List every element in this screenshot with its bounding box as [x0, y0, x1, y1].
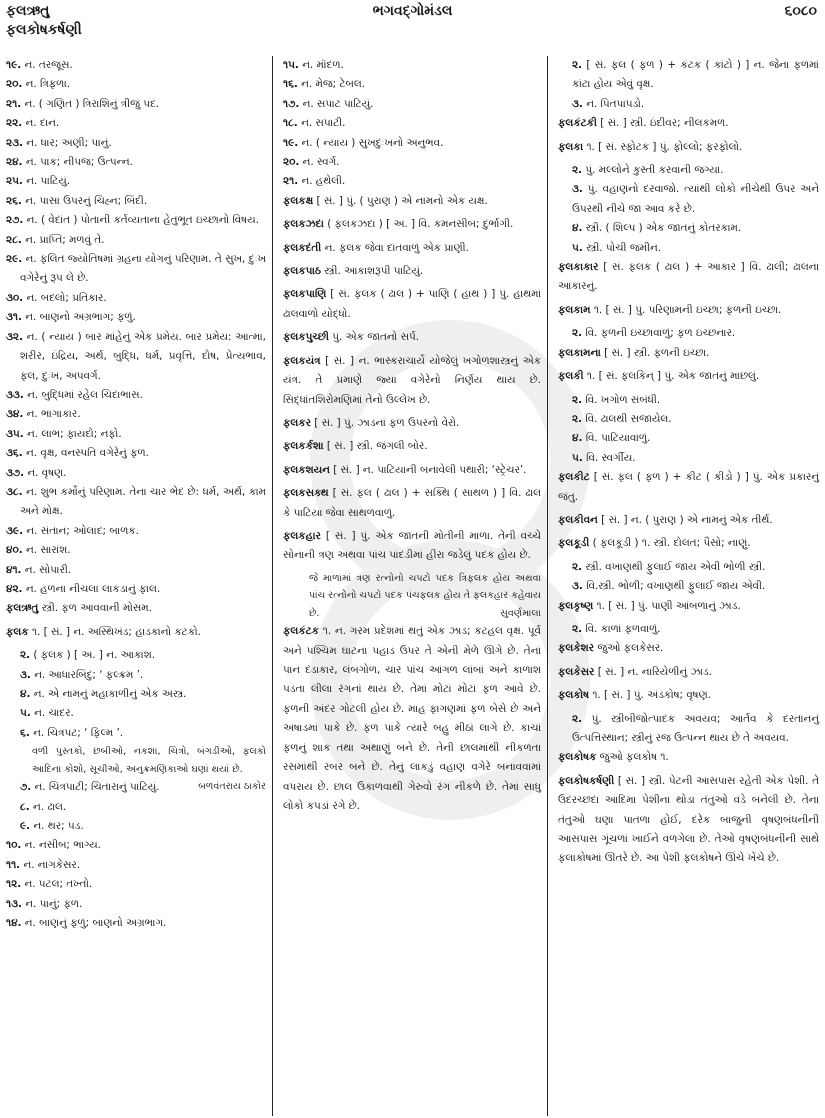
sense-definition: ન. સારાંશ.: [25, 544, 71, 557]
sense-number: ૨૨.: [6, 117, 23, 130]
dictionary-entry: [283, 215, 541, 234]
sense-item: [283, 56, 541, 75]
entry-definition: સ્ત્રી. ફળ આવવાની મોસમ.: [41, 602, 152, 615]
sense-number: ૫.: [20, 707, 31, 720]
sense-item: [6, 114, 266, 133]
sense-item: [6, 250, 266, 289]
sense-definition: વિ. ખગોળ સંબંધી.: [585, 393, 661, 406]
dictionary-entry: [283, 414, 541, 433]
sense-definition: ન. તરજૂસ.: [24, 59, 73, 71]
sense-definition: ન. સંતાન; ઓલાદ; બાળક.: [26, 524, 139, 537]
entry-headword: ફલકંટક: [283, 625, 319, 638]
entry-headword: ફલકંટકી: [558, 117, 597, 130]
sense-number: ૨.: [572, 712, 583, 725]
sense-item: [558, 219, 819, 238]
entry-definition: પું. એક જાતનો સર્પ.: [332, 331, 420, 344]
entry-definition: ૧. [ સં. ] ન. અસ્થિખંડ; હાડકાનો કટકો.: [31, 625, 201, 638]
entry-definition: [ સં. ] સ્ત્રી. પેટની આસપાસ રહેતી એક પેશી. તે ઉદરચ્છદા આદિમા પેશીના થોડા તંતુઓ વડે બનેલી છે. તેના તંતુઓ ઘણા પાતળા હોઈ, દરેક બાજુની વૃષણબંધનીની આસપાસ ગૂંચળાં ખાઈને વળગેલા છે. તેઓ વૃષણબંધનીની સાથે ફલાકોષમાં ઊતરે છે. આ પેશી ફલકોષને ઊંચે ખેંચે છે.: [558, 774, 819, 865]
sense-item: [6, 541, 266, 560]
sense-item: [283, 172, 541, 191]
sense-number: ૩.: [20, 668, 31, 681]
sense-number: ૬.: [20, 726, 30, 739]
entry-definition: જુઓ ફલકેસર.: [597, 642, 664, 655]
sense-number: ૩૬.: [6, 447, 23, 460]
sense-number: ૨.: [572, 327, 583, 340]
sense-item: [6, 561, 266, 580]
entry-headword: ફલકેશર: [558, 642, 594, 655]
dictionary-entry: [558, 597, 819, 616]
guide-word-top: ફલઋતુ: [6, 3, 50, 19]
sense-item: [283, 75, 541, 94]
sense-number: ૧૭.: [283, 97, 300, 110]
sense-definition: ન. હળના નીચલા લાકડાનું ફાલ.: [25, 582, 161, 595]
entry-headword: ફલકૂડી: [558, 537, 590, 550]
entry-definition: [ સં. ] ન. ( પુરાણ ) એ નામનું એક તીર્થ.: [601, 513, 773, 526]
citation-source: બળવંતરાય ઠાકોર: [198, 781, 266, 793]
sense-definition: ન. પાક; નીપજ; ઉત્પન્ન.: [25, 156, 133, 169]
entry-definition: [ સં. ] પું. ( પુરાણ ) એ નામનો એક યક્ષ.: [316, 194, 488, 207]
dictionary-entry: [558, 663, 819, 682]
sense-number: ૨૩.: [6, 136, 23, 149]
sense-definition: ન. ( ગણિત ) ત્રિરાશિનું ત્રીજું પદ.: [24, 97, 160, 110]
sense-number: ૩.: [572, 97, 583, 110]
guide-word-bottom: ફલકોષકર્ષણી: [6, 22, 82, 38]
entry-definition: [ સં. ] પું. એક જાતની મોતીની માળા. તેની વચ્ચે સોનાની ત્રણ અથવા પાંચ પાંદડીમાં હીરા જડેલું પદક હોય છે.: [283, 529, 541, 562]
sense-definition: ન. પટલ; તખ્તો.: [24, 878, 93, 891]
sense-number: ૨.: [572, 164, 583, 177]
sense-definition: ન. મૉદળ.: [302, 59, 344, 71]
dictionary-entry: [558, 138, 819, 157]
entry-definition: [ સં. ] સ્ત્રી. ઇંદીવર; નીલકમળ.: [600, 117, 729, 130]
sense-definition: ન. ત્રિફળા.: [25, 78, 71, 91]
citation-text: વળી પુસ્તકો, છબીઓ, નકશા, ચિત્રો, બંગડીઓ, ફલકો આદિના કોશો, સૂચીઓ, અનુક્રમણિકાઓ ઘણાં થયાં છે.: [32, 746, 266, 775]
citation-quote: [283, 570, 541, 623]
sense-definition: ન. ( ન્યાય ) સુખદુઃખનો અનુભવ.: [301, 136, 444, 149]
sense-number: ૨.: [572, 393, 583, 406]
entry-definition: સ્ત્રી. આકાશરૂપી પાટિયું.: [324, 265, 424, 278]
sense-definition: ( ફલક ) [ અ. ] ન. આકાશ.: [33, 649, 156, 662]
sense-number: ૯.: [20, 820, 31, 833]
sense-definition: ન. પિતપાપડો.: [586, 97, 645, 110]
sense-item: [6, 856, 266, 875]
sense-definition: ન. ( ન્યાય ) બાર માંહેનું એક પ્રમેય. બાર પ્રમેય: આત્મા, શરીર, ઇંદ્રિય, અર્થ, બુદ્ધિ, ધર્મ, પ્રવૃત્તિ, દોષ, પ્રેત્યભાવ, ફલ, દુઃખ, અપવર્ગ.: [20, 330, 266, 382]
sense-item: [6, 895, 266, 914]
entry-headword: ફલક: [6, 625, 29, 638]
sense-number: ૧૯.: [283, 136, 299, 149]
sense-number: ૨૯.: [6, 253, 23, 266]
sense-item: [6, 464, 266, 483]
entry-headword: ફલકયંત્ર: [283, 354, 321, 367]
sense-item: [558, 161, 819, 180]
sense-item: [6, 172, 266, 191]
sense-item: [558, 710, 819, 749]
sense-item: [558, 449, 819, 468]
sense-item: [6, 95, 266, 114]
sense-item: [6, 704, 266, 723]
sense-item: [6, 328, 266, 386]
sense-item: [6, 798, 266, 817]
sense-number: ૭.: [20, 781, 32, 794]
sense-number: ૩૫.: [6, 427, 24, 440]
dictionary-entry: [558, 639, 819, 658]
column-3: [548, 56, 825, 1116]
sense-item: [6, 405, 266, 424]
entry-headword: ફલકપાણિ: [283, 288, 327, 301]
entry-definition: ૧. [ સં. ] પું. પરિણામની ઇચ્છા; ફળની ઇચ્છા.: [593, 303, 782, 316]
sense-definition: ન. થર; પડ.: [33, 820, 84, 833]
sense-definition: ન. વૃષણ.: [27, 466, 67, 479]
sense-definition: ન. બદલો; પ્રતિકાર.: [26, 291, 107, 304]
sense-number: ૪૨.: [6, 582, 23, 595]
sense-number: ૨.: [572, 622, 583, 635]
sense-number: ૪.: [572, 432, 583, 445]
entry-definition: ૧. [ સં. સ્ફોટક ] પું. ફોલ્લો; ફરફોલો.: [586, 140, 743, 153]
sense-item: [6, 211, 266, 230]
citation-text: જે માળામાં ત્રણ રત્નોનો ચપટો પદક ત્રિફલક હોય અથવા પાંચ રત્નોનો ચપટો પદક પંચફલક હોય તે ફલકહાર કહેવાય છે.: [309, 572, 541, 619]
entry-headword: ફલકેસર: [558, 665, 595, 678]
sense-definition: ન. બાણનો અગ્રભાગ; ફળું.: [25, 311, 136, 324]
entry-definition: ( ફલકૂડી ) ૧. સ્ત્રી. દોલત; પૈસો; નાણું.: [592, 537, 751, 550]
dictionary-entry: [283, 484, 541, 523]
sense-number: ૨૬.: [6, 194, 22, 207]
sense-item: [6, 153, 266, 172]
entry-definition: ૧. ન. ગરમ પ્રદેશમાં થતું એક ઝાડ; કટહલ વૃક્ષ. પૂર્વ અને પશ્ચિમ ઘાટના પહાડ ઉપર તે એની મેળે ઊગે છે. તેનાં પાન દંડાકાર, લંબગોળ, ચાર પાંચ આંગળ લાંબાં અને કાળાશ પડતા લીલા રંગનાં થાય છે. તેમાં મોટાં મોટાં ફળ આવે છે. ફળની અંદર ગોટલી હોય છે. માહ ફાગણમાં ફળ બેસે છે અને અષાડમાં પાકે છે. ફળ પાકે ત્યારે બહુ મીઠાં લાગે છે. કાચાં ફળનું શાક તથા અથાણું બને છે. તેની છાલમાંથી નીકળતા રસમાંથી રબર બને છે. તેનું લાકડું વહાણ વગેરે બનાવવામાં વપરાય છે. છાલ ઉકાળવાથી ગેરુવો રંગ નીકળે છે. તેમાં સાધુ લોકો કપડાં રંગે છે.: [283, 625, 541, 812]
sense-item: [558, 239, 819, 258]
sense-definition: ન. ચિત્રપટ; ‘ ફિલ્મ ’.: [33, 726, 124, 739]
sense-definition: વિ. ફળની ઇચ્છાવાળું; ફળ ઇચ્છનાર.: [585, 327, 736, 340]
sense-number: ૧૨.: [6, 878, 22, 891]
sense-item: [283, 95, 541, 114]
sense-item: [558, 95, 819, 114]
dictionary-entry: [283, 527, 541, 566]
entry-headword: ફલકહાર: [283, 529, 321, 542]
sense-item: [6, 444, 266, 463]
entry-headword: ફલકસક્થ: [283, 487, 329, 500]
dictionary-entry: [558, 258, 819, 297]
entry-definition: ૧. [ સં. ફલકિન્ ] પું. એક જાતનું માછલું.: [586, 370, 760, 383]
sense-definition: વિ. પાટિયાવાળું.: [585, 432, 651, 445]
page-header: [0, 0, 825, 46]
sense-definition: ન. નાગકેસર.: [23, 858, 81, 871]
sense-item: [6, 75, 266, 94]
sense-definition: ન. મેજ; ટેબલ.: [301, 78, 366, 91]
dictionary-entry: [283, 262, 541, 281]
sense-number: ૨૫.: [6, 175, 23, 188]
entry-headword: ફલકપાઠ: [283, 265, 321, 278]
sense-item: [6, 56, 266, 75]
dictionary-entry: [283, 239, 541, 258]
sense-number: ૩૯.: [6, 524, 24, 537]
entry-definition: જુઓ ફલકોષ ૧.: [599, 751, 669, 764]
entry-definition: [ સં. ] ન. ભાસ્કરાચાર્યે યોજેલું ખગોળશાસ્ત્રનું એક યંત્ર. તે પ્રમાણે જ્યા વગેરેનો નિર્ણય થાય છે. સિદ્ધાંતશિરોમણિમાં તેનો ઉલ્લેખ છે.: [283, 354, 541, 406]
sense-item: [6, 522, 266, 541]
entry-definition: [ સં. ફલ ( ઢાલ ) + સક્થિ ( સાથળ ) ] વિ. ઢાલ કે પાટિયા જેવા સાથળવાળું.: [283, 487, 541, 519]
sense-number: ૧૬.: [283, 78, 298, 91]
entry-headword: ફલકીવન: [558, 513, 598, 526]
sense-number: ૧૯.: [6, 59, 22, 71]
dictionary-entry: [558, 534, 819, 553]
sense-number: ૪.: [20, 688, 31, 700]
sense-definition: ન. સપાટી.: [301, 117, 346, 130]
sense-number: ૧૮.: [283, 117, 298, 130]
sense-definition: [ સં. ફલ ( ફળ ) + કંટક ( કાંટો ) ] ન. જેના ફળમાં કાંટા હોય એવું વૃક્ષ.: [572, 59, 819, 91]
sense-definition: ન. વૃક્ષ, વનસ્પતિ વગેરેનું ફળ.: [26, 447, 149, 460]
sense-definition: વિ.સ્ત્રી. ભોળી; વખાણથી ફુલાઈ જાય એવી.: [586, 580, 766, 593]
sense-definition: વિ. સ્વર્ગીય.: [586, 451, 636, 464]
entry-headword: ફલકોષક: [558, 751, 597, 764]
sense-number: ૨.: [572, 59, 583, 71]
sense-item: [6, 914, 266, 933]
entry-definition: [ સં. ફલક ( ઢાલ ) + પાણિ ( હાથ ) ] પું. હાથમાં ઢાલવાળો યોદ્ધો.: [283, 288, 541, 320]
sense-item: [6, 308, 266, 327]
entry-definition: ન. ફલક જેવા દાંતવાળું એક પ્રાણી.: [324, 241, 469, 254]
entry-headword: ફલકા: [558, 140, 584, 153]
sense-number: ૧૪.: [6, 917, 22, 930]
sense-item: [6, 425, 266, 444]
sense-item: [558, 180, 819, 219]
sense-definition: ન. સોપારી.: [24, 563, 72, 576]
sense-definition: ન. બુદ્ધિમાં રહેલ ચિદાભાસ.: [27, 388, 143, 401]
sense-item: [6, 646, 266, 665]
sense-definition: ન. ચિત્રપાટી; ચિતારાનું પાટિયું.: [34, 781, 160, 794]
sense-number: ૩૭.: [6, 466, 25, 479]
sense-number: ૧૧.: [6, 858, 21, 871]
sense-item: [6, 875, 266, 894]
sense-item: [283, 134, 541, 153]
entry-headword: ફલઋતુ: [6, 602, 39, 615]
sense-number: ૨૪.: [6, 156, 23, 169]
sense-definition: ન. પ્રાપ્તિ; મળવું તે.: [25, 233, 105, 246]
sense-number: ૩૪.: [6, 408, 24, 421]
dictionary-entry: [558, 468, 819, 507]
entry-definition: [ સં. ] ન. પાટિયાની બનાવેલી પથારી; ‘સ્ટ્રેચર’.: [333, 463, 527, 476]
sense-item: [6, 685, 266, 704]
sense-number: ૮.: [20, 800, 30, 813]
dictionary-entry: [283, 285, 541, 324]
sense-item: [558, 558, 819, 577]
entry-headword: ફલકદંતી: [283, 241, 322, 254]
sense-item: [6, 666, 266, 685]
sense-number: ૨૭.: [6, 214, 24, 227]
entry-headword: ફલકૃષ્ણ: [558, 599, 594, 612]
entry-headword: ફલકીટ: [558, 471, 590, 484]
sense-definition: ન. આધારબિંદુ; ‘ ફલ્ક્રમ ’.: [34, 668, 144, 681]
sense-definition: ન. ચાદર.: [34, 707, 74, 720]
dictionary-entry: [283, 352, 541, 410]
entry-headword: ફલકક્ષ: [283, 194, 314, 207]
entry-headword: ફલકર્કશા: [283, 440, 324, 453]
dictionary-entry: [283, 461, 541, 480]
sense-number: ૨૮.: [6, 233, 22, 246]
sense-item: [558, 577, 819, 596]
sense-number: ૪૧.: [6, 563, 22, 576]
sense-definition: ન. એ નામનું મહાકાળીનું એક અસ્ત્ર.: [33, 688, 187, 700]
sense-number: ૩૨.: [6, 330, 23, 343]
sense-item: [6, 386, 266, 405]
sense-number: ૫.: [572, 241, 583, 254]
sense-item: [558, 620, 819, 639]
dictionary-entry: [283, 192, 541, 211]
sense-number: ૩૧.: [6, 311, 22, 324]
dictionary-entry: [558, 114, 819, 133]
sense-definition: ન. ( વેદાંત ) પોતાની કર્તવ્યતાના હેતુભૂત ઇચ્છાનો વિષય.: [26, 214, 259, 227]
sense-number: ૨.: [572, 560, 583, 573]
sense-item: [6, 134, 266, 153]
sense-number: ૩.: [572, 183, 583, 196]
sense-number: ૩૦.: [6, 291, 24, 304]
sense-definition: ન. બાણનું ફળું; બાણનો અગ્રભાગ.: [24, 917, 167, 930]
sense-item: [558, 429, 819, 448]
entry-headword: ફલકોષકર્ષણી: [558, 774, 615, 787]
sense-definition: વિ. ઢાલથી સજાયેલ.: [585, 412, 672, 425]
citation-source: સુવર્ણમાલા: [500, 607, 541, 619]
sense-definition: સ્ત્રી. વખાણથી ફુલાઈ જાય એવી ભોળી સ્ત્રી.: [585, 560, 766, 573]
entry-headword: ફલકી: [558, 370, 584, 383]
sense-item: [6, 580, 266, 599]
sense-number: ૧૦.: [6, 839, 22, 852]
sense-number: ૨૦.: [283, 156, 300, 169]
sense-item: [6, 836, 266, 855]
sense-item: [283, 153, 541, 172]
entry-headword: ફલકપુચ્છી: [283, 331, 329, 344]
sense-definition: ન. પાસા ઉપરનું ચિહ્ન; બિંદી.: [25, 194, 148, 207]
dictionary-entry: [283, 622, 541, 816]
sense-item: [558, 410, 819, 429]
sense-item: [558, 391, 819, 410]
dictionary-entry: [6, 623, 266, 642]
sense-number: ૧૫.: [283, 59, 299, 71]
entry-definition: [ સં. ] સ્ત્રી. ફળની ઇચ્છા.: [604, 346, 710, 359]
entry-headword: ફલકર: [283, 416, 311, 429]
sense-definition: પું. વહાણનો દરવાજો. ત્યાંથી લોકો નીચેથી ઉપર અને ઉપરથી નીચે જા આવ કરે છે.: [572, 183, 819, 215]
dictionary-entry: [558, 511, 819, 530]
sense-definition: ન. નસીબ; ભાગ્ય.: [24, 839, 101, 852]
dictionary-entry: [558, 344, 819, 363]
sense-item: [6, 231, 266, 250]
column-2: [273, 56, 548, 1116]
sense-definition: ન. સપાટ પાટિયું.: [302, 97, 374, 110]
entry-definition: ૧. [ સં. ] પું. પાણી આંબળાનું ઝાડ.: [596, 599, 741, 612]
sense-number: ૨.: [572, 412, 583, 425]
entry-definition: ( ફલકઝદા ) [ અ. ] વિ. કમનસીબ; દુર્ભાગી.: [327, 218, 514, 231]
sense-item: [6, 483, 266, 522]
sense-number: ૨૦.: [6, 78, 23, 91]
running-title: ભગવદ્ગોમંડલ: [372, 3, 453, 19]
page-number: ૬૦૮૦: [784, 3, 817, 19]
dictionary-entry: [6, 599, 266, 618]
sense-definition: ન. પાનું; ફળ.: [25, 897, 83, 910]
sense-item: [6, 289, 266, 308]
dictionary-entry: [558, 772, 819, 869]
sense-definition: ન. ઢાલ.: [32, 800, 67, 813]
entry-headword: ફલકામ: [558, 303, 591, 316]
sense-definition: ન. પાટિયું.: [26, 175, 71, 188]
entry-definition: ૧. [ સં. ] પું. અંડકોષ; વૃષણ.: [592, 689, 711, 702]
sense-item: [558, 324, 819, 343]
sense-number: ૪.: [572, 222, 583, 235]
entry-headword: ફલકાકાર: [558, 261, 599, 274]
sense-definition: ન. ધાર; અણી; પાનું.: [26, 136, 112, 149]
column-1: [0, 56, 273, 1116]
sense-item: [6, 817, 266, 836]
sense-definition: ન. લાભ; ફાયદો; નફો.: [27, 427, 122, 440]
sense-definition: સ્ત્રી. પોચી જમીન.: [586, 241, 662, 254]
entry-definition: [ સં. ] પું. ઝાડનાં ફળ ઉપરનો વેરો.: [314, 416, 460, 429]
entry-headword: ફલકોષ: [558, 689, 590, 702]
entry-definition: [ સં. ] ન. નારિયેળીનું ઝાડ.: [597, 665, 712, 678]
sense-number: ૫.: [572, 451, 583, 464]
sense-definition: સ્ત્રી. ( શિલ્પ ) એક જાતનું કોતરકામ.: [585, 222, 742, 235]
sense-number: ૩.: [572, 580, 583, 593]
entry-headword: ફલકઝદા: [283, 218, 324, 231]
sense-definition: પું. સ્ત્રીબીજોત્પાદક અવયવ; આર્તવ કે દરતાનનું ઉત્પત્તિસ્થાન; સ્ત્રીનું રજ ઉત્પન્ન થાય છે તે અવયવ.: [572, 712, 819, 744]
sense-definition: ન. ભાગાકાર.: [26, 408, 81, 421]
entry-definition: [ સં. ફલક ( ઢાલ ) + આકાર ] વિ. ઢાલી; ઢાલના આકારનું.: [558, 261, 819, 293]
sense-item: [6, 192, 266, 211]
entry-definition: [ સં. ] સ્ત્રી. જંગલી બોર.: [326, 440, 428, 453]
sense-definition: ન. ફલિત જ્યોતિષમાં ગ્રહના યોગનું પરિણામ. તે સુખ, દુઃખ વગેરેનું રૂપ લે છે.: [20, 253, 266, 285]
dictionary-entry: [558, 748, 819, 767]
sense-definition: ન. શુભ કર્મોનું પરિણામ. તેના ચાર ભેદ છે: ધર્મ, અર્થ, કામ અને મોક્ષ.: [20, 485, 266, 518]
sense-definition: ન. હથેલી.: [301, 175, 346, 188]
sense-number: ૨૧.: [283, 175, 299, 188]
sense-definition: ન. સ્વર્ગ.: [302, 156, 340, 169]
sense-number: ૩૮.: [6, 485, 23, 498]
sense-number: ૪૦.: [6, 544, 23, 557]
entry-headword: ફલકામના: [558, 346, 601, 359]
dictionary-entry: [558, 367, 819, 386]
sense-definition: ન. દાન.: [25, 117, 60, 130]
sense-number: ૧૩.: [6, 897, 22, 910]
dictionary-entry: [283, 437, 541, 456]
sense-definition: વિ. કાળાં ફળવાળું.: [585, 622, 661, 635]
dictionary-entry: [558, 301, 819, 320]
sense-number: ૨૧.: [6, 97, 22, 110]
sense-item: [283, 114, 541, 133]
sense-number: ૨.: [20, 649, 31, 662]
sense-definition: પું. મલ્લોને કુસ્તી કરવાની જગ્યા.: [585, 164, 724, 177]
dictionary-entry: [558, 686, 819, 705]
dictionary-columns: [0, 56, 825, 1116]
sense-number: ૩૩.: [6, 388, 24, 401]
entry-headword: ફલકશયન: [283, 463, 330, 476]
dictionary-entry: [283, 328, 541, 347]
sense-item: [6, 724, 266, 743]
entry-definition: [ સં. ફલ ( ફળ ) + કીટ ( કીડો ) ] પું. એક પ્રકારનું જંતુ.: [558, 471, 819, 503]
sense-item: [558, 56, 819, 95]
